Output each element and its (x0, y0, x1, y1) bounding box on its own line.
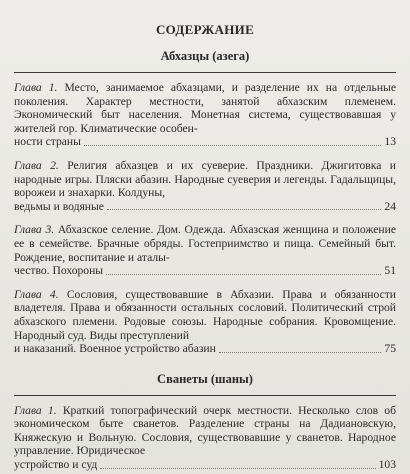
toc-entry-body (14, 288, 396, 342)
dot-leader (100, 460, 375, 469)
chapter-label: Глава 1. (14, 81, 58, 94)
chapter-description: Религия абхазцев и их суеверие. Праздники. Джигитовка и народные игры. Пляски абазин. Народные суеверия и легенды. Гадальщицы, ворожеи и знахарки. Колдуны, (14, 158, 396, 200)
chapter-label: Глава 4. (14, 287, 59, 301)
chapter-description-end: ведьмы и водяные (14, 199, 104, 213)
section-divider (14, 72, 396, 73)
chapter-label: Глава 1. (14, 403, 57, 417)
toc-entry-last-line (14, 200, 396, 214)
toc-entry-last-line (14, 342, 396, 356)
page-title: СОДЕРЖАНИЕ (155, 22, 255, 37)
dot-leader (107, 201, 381, 210)
chapter-description: Абхазское селение. Дом. Одежда. Абхазская женщина и положение ее в семействе. Брачные обряды. Гостеприимство и пища. Семейный быт. Рождение, воспитание и аталы- (14, 223, 396, 264)
toc-entry-last-line (14, 135, 396, 149)
dot-leader (84, 137, 382, 146)
chapter-label: Глава 2. (14, 158, 59, 172)
dot-leader (106, 266, 381, 275)
chapter-description-end: ности страны (14, 135, 81, 149)
chapter-label: Глава 3. (14, 223, 55, 237)
toc-entry-body (14, 223, 396, 264)
chapter-description: Сословия, существовавшие в Абхазии. Права и обязанности владетеля. Права и обязанности остальных сословий. Политический строй абхазского племени. Родовые союзы. Народные собрания. Кровомщение. Народный суд. Виды преступлений (14, 287, 396, 342)
chapter-description: Место, занимаемое абхазцами, и разделение их на отдельные поколения. Характер местности, занятой абхазским племенем. Экономический быт населения. Монетная система, существовавшая у жителей гор. Климатические особен- (14, 81, 396, 135)
toc-entry[interactable] (14, 159, 396, 213)
dot-leader (219, 344, 382, 353)
page-number: 51 (384, 264, 396, 278)
toc-entry[interactable] (14, 81, 396, 149)
page-number: 103 (378, 458, 396, 472)
chapter-description-end: и наказаний. Военное устройство абазин (14, 342, 216, 356)
chapter-description-end: чество. Похороны (14, 264, 104, 278)
toc-entry[interactable] (14, 223, 396, 277)
page-number: 24 (384, 199, 396, 213)
toc-entry-last-line (14, 458, 396, 472)
chapter-description: Краткий топографический очерк местности. Несколько слов об экономическом быте сванетов. Разделение страны на Дадиановскую, Княжескую и Вольную. Сословия, существовавшие у сванетов. Народное управление. Юридическое (14, 403, 396, 458)
section-title-svan: Сванеты (шаны) (157, 371, 253, 386)
section-divider (14, 395, 396, 396)
toc-entry-body (14, 404, 396, 458)
chapter-description-end: устройство и суд (14, 458, 98, 472)
section-title-abkhaz: Абхазцы (азега) (160, 49, 250, 63)
toc-entry-body (14, 81, 396, 135)
toc-entry[interactable] (14, 404, 396, 472)
toc-entry-body (14, 159, 396, 200)
page-number: 13 (384, 135, 396, 149)
toc-entry[interactable] (14, 288, 396, 356)
toc-entry-last-line (14, 264, 396, 278)
page-number: 75 (384, 342, 396, 356)
